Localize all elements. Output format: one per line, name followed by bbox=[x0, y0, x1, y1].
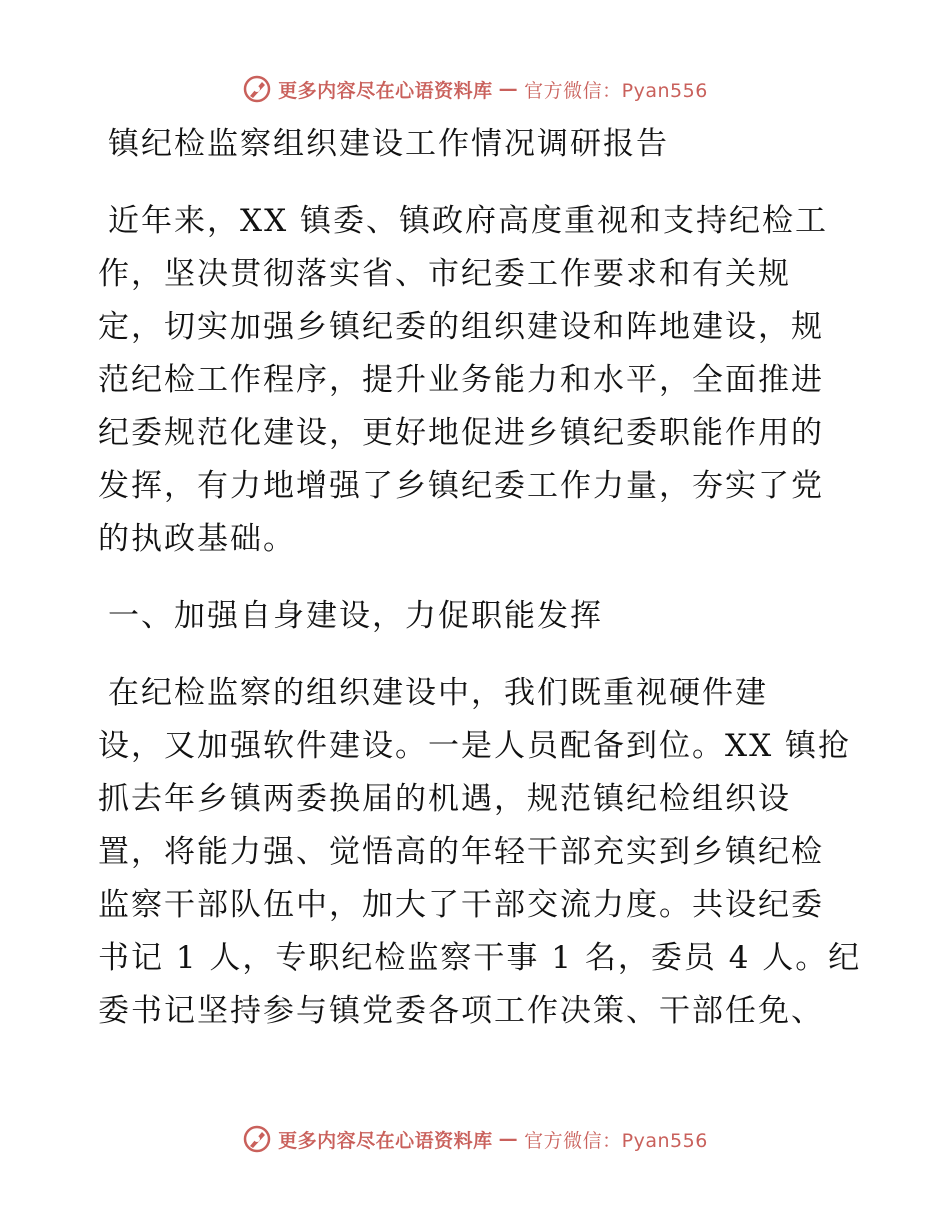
watermark-wechat: 官方微信：Pyan556 bbox=[524, 1129, 708, 1152]
document-body bbox=[98, 118, 862, 1038]
text-line: 设，又加强软件建设。一是人员配备到位。XX 镇抢 bbox=[98, 728, 851, 764]
text-line: 发挥，有力地增强了乡镇纪委工作力量，夯实了党 bbox=[98, 468, 824, 504]
text-line: 近年来，XX 镇委、镇政府高度重视和支持纪检工 bbox=[108, 203, 828, 239]
text-line: 监察干部队伍中，加大了干部交流力度。共设纪委 bbox=[98, 887, 824, 923]
watermark-logo-icon bbox=[242, 74, 272, 104]
text-line: 范纪检工作程序，提升业务能力和水平，全面推进 bbox=[98, 362, 824, 398]
footer-watermark bbox=[0, 1124, 950, 1154]
text-line: 的执政基础。 bbox=[98, 521, 296, 557]
watermark-separator: — bbox=[498, 1128, 519, 1150]
text-line: 在纪检监察的组织建设中，我们既重视硬件建 bbox=[108, 675, 768, 711]
text-line: 委书记坚持参与镇党委各项工作决策、干部任免、 bbox=[98, 993, 824, 1029]
watermark-wechat: 官方微信：Pyan556 bbox=[524, 79, 708, 102]
watermark-text: 更多内容尽在心语资料库 bbox=[278, 79, 493, 102]
text-line: 定，切实加强乡镇纪委的组织建设和阵地建设，规 bbox=[98, 309, 824, 345]
text-line: 书记 1 人，专职纪检监察干事 1 名，委员 4 人。纪 bbox=[98, 940, 862, 976]
watermark-separator: — bbox=[498, 78, 519, 100]
watermark-logo-icon bbox=[242, 1124, 272, 1154]
watermark-text: 更多内容尽在心语资料库 bbox=[278, 1129, 493, 1152]
paragraph-intro bbox=[98, 195, 858, 566]
text-line: 纪委规范化建设，更好地促进乡镇纪委职能作用的 bbox=[98, 415, 824, 451]
text-line: 作，坚决贯彻落实省、市纪委工作要求和有关规 bbox=[98, 256, 791, 292]
section-heading: 一、加强自身建设，力促职能发挥 bbox=[108, 598, 603, 634]
document-title: 镇纪检监察组织建设工作情况调研报告 bbox=[108, 126, 669, 162]
text-line: 置，将能力强、觉悟高的年轻干部充实到乡镇纪检 bbox=[98, 834, 824, 870]
text-line: 抓去年乡镇两委换届的机遇，规范镇纪检组织设 bbox=[98, 781, 791, 817]
paragraph-organization bbox=[98, 667, 862, 1038]
header-watermark bbox=[0, 74, 950, 104]
